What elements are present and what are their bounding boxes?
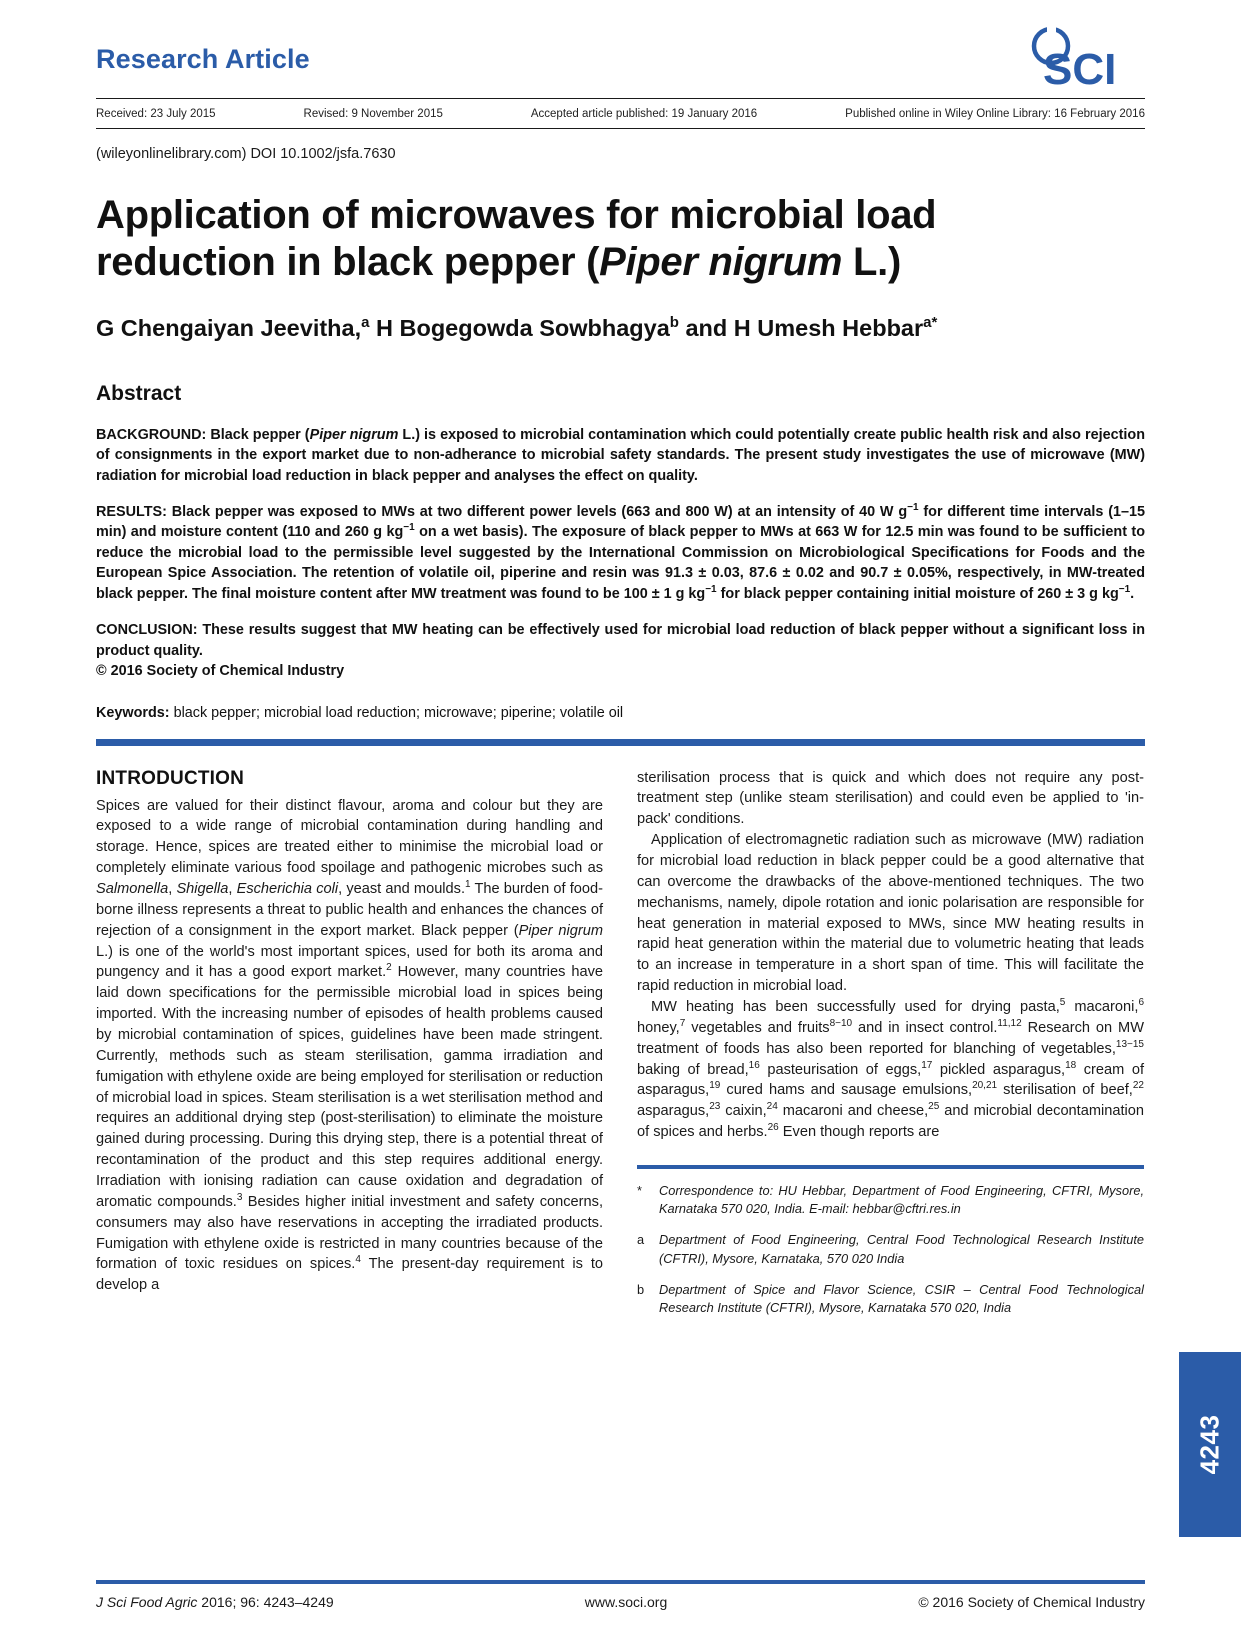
abstract-background-label: BACKGROUND:: [96, 426, 207, 443]
page-number-tab: [1179, 1352, 1241, 1537]
intro-paragraph-2: sterilisation process that is quick and which does not require any post-treatment step (unlike steam sterilisation) and could even be applied to 'in-pack' conditions.: [637, 769, 1144, 828]
page-title: [96, 192, 1145, 286]
title-line-1: Application of microwaves for microbial load: [96, 193, 937, 237]
footer-divider: [96, 1580, 1145, 1584]
abstract-results-label: RESULTS:: [96, 503, 167, 520]
author-list: G Chengaiyan Jeevitha,$^a$ H Bogegowda Sowbhagya$^b$ and H Umesh Hebbar$^{a*}$: [96, 313, 938, 341]
right-column: [637, 768, 1144, 1330]
doi-line[interactable]: (wileyonlinelibrary.com) DOI 10.1002/jsfa.7630: [96, 146, 396, 162]
footnote-marker: *: [637, 1183, 642, 1199]
intro-paragraph-4: MW heating has been successfully used for drying pasta,$^5$ macaroni,$^6$ honey,$^7$ vegetables and fruits$^{8-10}$ and in insect control.$^{11,12}$ Research on MW treatment of foods has also been reported for blanching of vegetables,$^{13-15}$ baking of bread,$^{16}$ pasteurisation of eggs,$^{17}$ pickled asparagus,$^{18}$ cream of asparagus,$^{19}$ cured hams and sausage emulsions,$^{20,21}$ sterilisation of beef,$^{22}$ asparagus,$^{23}$ caixin,$^{24}$ macaroni and cheese,$^{25}$ and microbial decontamination of spices and herbs.$^{26}$ Even though reports are: [637, 997, 1145, 1141]
article-type-label: Research Article: [96, 44, 310, 74]
abstract-conclusion-label: CONCLUSION:: [96, 622, 198, 639]
footnote-affiliation-b: [637, 1281, 1144, 1317]
abstract-conclusion: [96, 620, 1145, 681]
footnote-divider: [637, 1165, 1144, 1169]
footer-website[interactable]: www.soci.org: [584, 1594, 668, 1610]
footnote-text: Correspondence to: HU Hebbar, Department of Food Engineering, CFTRI, Mysore, Karnataka 570 020, India. E-mail: hebbar@cftri.res.in: [659, 1183, 1144, 1217]
footer-journal-volume: 2016; 96: 4243–4249: [197, 1594, 334, 1610]
page-number: 4243: [1194, 1414, 1225, 1475]
footnote-text: Department of Food Engineering, Central Food Technological Research Institute (CFTRI), Mysore, Karnataka, 570 020 India: [659, 1232, 1144, 1266]
footer-copyright: © 2016 Society of Chemical Industry: [918, 1594, 1145, 1610]
abstract-conclusion-text: These results suggest that MW heating can be effectively used for microbial load reduction of black pepper without a significant loss in product quality.: [96, 622, 1145, 659]
footnote-marker: b: [637, 1281, 645, 1297]
abstract-background: BACKGROUND: Black pepper (Piper nigrum L.) is exposed to microbial contamination which could potentially create public health risk and also rejection of consignments in the export market due to non-adherance to microbial safety standards. The present study investigates the use of microwave (MW) radiation for microbial load reduction in black pepper and analyses the effect on quality.: [96, 426, 1145, 484]
date-revised: Revised: 9 November 2015: [303, 108, 443, 120]
keywords-label: Keywords:: [96, 704, 170, 721]
footnote-text: Department of Spice and Flavor Science, CSIR – Central Food Technological Research Institute (CFTRI), Mysore, Karnataka 570 020, India: [659, 1281, 1144, 1315]
sci-logo-icon: [1027, 26, 1145, 88]
footnote-marker: a: [637, 1232, 645, 1248]
date-accepted: Accepted article published: 19 January 2016: [530, 108, 758, 120]
footer-journal-citation: [96, 1594, 334, 1610]
abstract-results: RESULTS: Black pepper was exposed to MWs at two different power levels (663 and 800 W) at an intensity of 40 W $g^{-1}$ for different time intervals (1–15 min) and moisture content (110 and 260 g $kg^{-1}$ on a wet basis). The exposure of black pepper to MWs at 663 W for 12.5 min was found to be sufficient to reduce the microbial load to the permissible level suggested by the International Commission on Microbiological Specifications for Foods and the European Spice Association. The retention of volatile oil, piperine and resin was 91.3 ± 0.03, 87.6 ± 0.02 and 90.7 ± 0.05%, respectively, in MW-treated black pepper. The final moisture content after MW treatment was found to be 100 ± 1 g $kg^{-1}$ for black pepper containing initial moisture of 260 ± 3 g $kg^{-1}$.: [96, 502, 1145, 602]
abstract-heading: Abstract: [96, 381, 182, 405]
title-species-name: Piper nigrum: [599, 239, 843, 284]
page-header: [96, 30, 1145, 92]
sci-logo: [1027, 26, 1145, 88]
left-column: [96, 768, 603, 1330]
intro-paragraph-3: Application of electromagnetic radiation such as microwave (MW) radiation for microbial load reduction in black pepper could be a good alternative that can overcome the drawbacks of the above-mentioned techniques. The two mechanisms, namely, dipole rotation and ionic polarisation are responsible for heat generation in material exposed to MWs, since MW heating results in rapid heat generation within the material due to volumetric heating that leads to an increase in temperature in a short span of time. This will facilitate the rapid reduction in microbial load.: [637, 832, 1144, 995]
svg-text:SCI: SCI: [1043, 45, 1117, 88]
footnote-affiliation-a: [637, 1231, 1144, 1267]
section-heading-introduction: INTRODUCTION: [96, 767, 245, 789]
footer-journal-name: J Sci Food Agric: [96, 1594, 198, 1610]
intro-paragraph-1: Spices are valued for their distinct flavour, aroma and colour but they are exposed to a wide range of microbial contamination during handling and storage. Hence, spices are treated either to minimise the microbial load or completely eliminate various food spoilage and pathogenic microbes such as Salmonella, Shigella, Escherichia coli, yeast and moulds.$^1$ The burden of food-borne illness represents a threat to public health and enhances the chances of rejection of a consignment in the export market. Black pepper (Piper nigrum L.) is one of the world's most important spices, used for both its aroma and pungency and it has a good export market.$^2$ However, many countries have laid down specifications for the permissible microbial load in spices being imported. With the increasing number of episodes of health problems caused by microbial contamination of spices, guidelines have been made stringent. Currently, methods such as steam sterilisation, gamma irradiation and fumigation with ethylene oxide are being employed for sterilisation or reduction of microbial load in spices. Steam sterilisation is a wet sterilisation method and requires an additional drying step (post-sterilisation) to eliminate the moisture gained during processing. During this drying step, there is a potential threat of recontamination of the product and this step requires additional energy. Irradiation with ionising radiation can cause oxidation and degradation of aromatic compounds.$^3$ Besides higher initial investment and safety concerns, consumers may also have reservations in accepting the irradiated products. Fumigation with ethylene oxide is restricted in many countries because of the formation of toxic residues on spices.$^4$ The present-day requirement is to develop a: [96, 797, 604, 1294]
abstract-divider: [96, 739, 1145, 746]
keywords: [96, 705, 1145, 721]
title-line-2-post: L.): [842, 239, 901, 284]
date-published: Published online in Wiley Online Library: 16 February 2016: [845, 108, 1145, 120]
date-received: Received: 23 July 2015: [96, 108, 216, 120]
title-line-2-pre: reduction in black pepper (: [96, 239, 600, 284]
footnote-correspondence: [637, 1182, 1144, 1218]
keywords-text: black pepper; microbial load reduction; microwave; piperine; volatile oil: [169, 704, 624, 721]
body-columns: [96, 768, 1145, 1330]
abstract-copyright: © 2016 Society of Chemical Industry: [96, 663, 345, 680]
page-footer: [96, 1580, 1145, 1610]
publication-dates: [96, 99, 1145, 129]
